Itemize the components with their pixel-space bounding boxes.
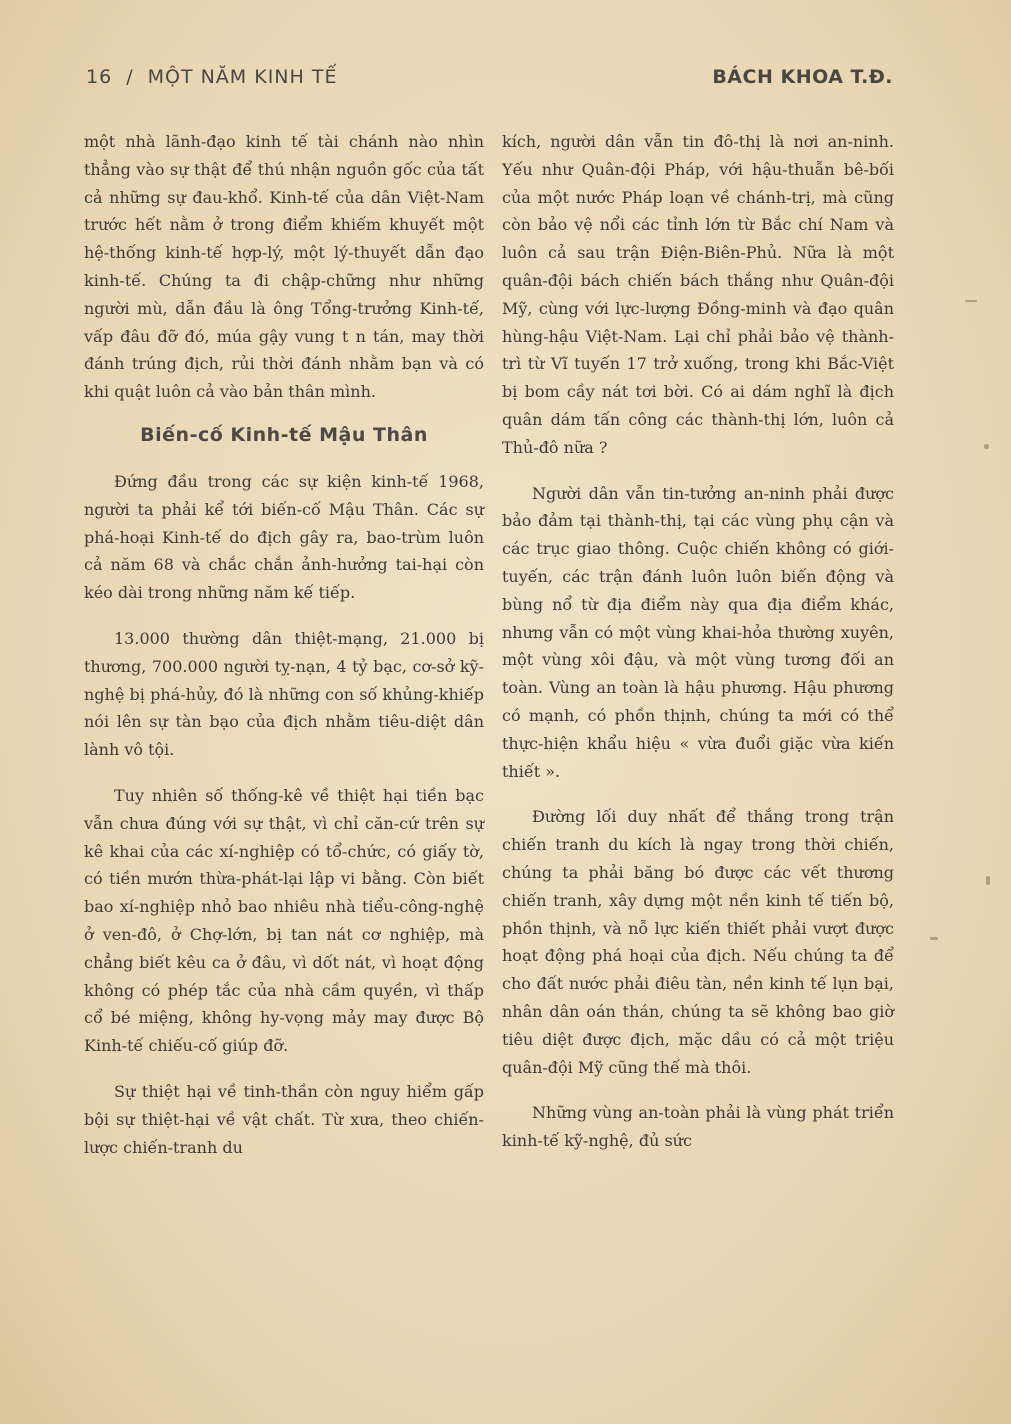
left-paragraph-5: Sự thiệt hại về tinh-thần còn nguy hiểm gấp bội sự thiệt-hại về vật chất. Từ xưa, theo chiến-lược chiến-tranh du [84, 1081, 484, 1157]
left-paragraph-4: Tuy nhiên số thống-kê về thiệt hại tiền bạc vẫn chưa đúng với sự thật, vì chỉ căn-cứ trên sự kê khai của các xí-nghiệp có tổ-chức, có giấy tờ, có tiền mướn thừa-phát-lại lập vi bằng. Còn biết bao xí-nghiệp nhỏ bao nhiêu nhà tiểu-công-nghệ ở ven-đô, ở Chợ-lớn, bị tan nát cơ nghiệp, mà chẳng biết kêu ca ở đâu, vì dốt nát, vì hoạt động không có phép tắc của nhà cầm quyền, vì thấp cổ bé miệng, không hy-vọng mảy may được Bộ Kinh-tế chiếu-cố giúp đỡ. [84, 785, 484, 1056]
paper-speck [965, 300, 977, 302]
page-number: 16 [86, 66, 113, 88]
paper-speck [930, 937, 938, 940]
paper-speck [984, 444, 989, 449]
running-header [86, 66, 893, 100]
section-heading: Biến-cố Kinh-tế Mậu Thân [140, 423, 428, 446]
section-title: MỘT NĂM KINH TẾ [147, 66, 338, 88]
left-column [84, 128, 484, 1179]
paper-speck [986, 876, 990, 885]
left-paragraph-3: 13.000 thường dân thiệt-mạng, 21.000 bị thương, 700.000 người tỵ-nạn, 4 tỷ bạc, cơ-sở kỹ-nghệ bị phá-hủy, đó là những con số khủng-khiếp nói lên sự tàn bạo của địch nhằm tiêu-diệt dân lành vô tội. [84, 628, 484, 760]
left-paragraph-1: một nhà lãnh-đạo kinh tế tài chánh nào nhìn thẳng vào sự thật để thú nhận nguồn gốc của tất cả những sự đau-khổ. Kinh-tế của dân Việt-Nam trước hết nằm ở trong điểm khiếm khuyết một hệ-thống kinh-tế hợp-lý, một lý-thuyết dẫn đạo kinh-tế. Chúng ta đi chập-chững như những người mù, dẫn đầu là ông Tổng-trưởng Kinh-tế, vấp đâu đỡ đó, múa gậy vung t n tán, may thời đánh trúng địch, rủi thời đánh nhằm bạn và có khi quật luôn cả vào bản thân mình. [84, 132, 484, 402]
publication-name: BÁCH KHOA T.Đ. [712, 66, 893, 88]
header-left [86, 66, 337, 88]
right-paragraph-2: Người dân vẫn tin-tưởng an-ninh phải được bảo đảm tại thành-thị, tại các vùng phụ cận và các trục giao thông. Cuộc chiến không có giới-tuyến, các trận đánh luôn luôn biến động và bùng nổ từ địa điểm này qua địa điểm khác, nhưng vẫn có một vùng khai-hỏa thường xuyên, một vùng xôi đậu, và một vùng tương đối an toàn. Vùng an toàn là hậu phương. Hậu phương có mạnh, có phồn thịnh, chúng ta mới có thể thực-hiện khẩu hiệu « vừa đuổi giặc vừa kiến thiết ». [502, 483, 894, 781]
right-paragraph-4: Những vùng an-toàn phải là vùng phát triển kinh-tế kỹ-nghệ, đủ sức [502, 1103, 894, 1151]
left-paragraph-2: Đứng đầu trong các sự kiện kinh-tế 1968, người ta phải kể tới biến-cố Mậu Thân. Các sự phá-hoại Kinh-tế do địch gây ra, bao-trùm luôn cả năm 68 và chắc chắn ảnh-hưởng tai-hại còn kéo dài trong những năm kế tiếp. [84, 471, 484, 603]
right-column [502, 128, 894, 1173]
right-paragraph-1: kích, người dân vẫn tin đô-thị là nơi an-ninh. Yếu như Quân-đội Pháp, với hậu-thuẫn bê-bối của một nước Pháp loạn về chánh-trị, mà cũng còn bảo vệ nổi các tỉnh lớn từ Bắc chí Nam và luôn cả sau trận Điện-Biên-Phủ. Nữa là một quân-đội bách chiến bách thắng như Quân-đội Mỹ, cùng với lực-lượng Đồng-minh và đạo quân hùng-hậu Việt-Nam. Lại chỉ phải bảo vệ thành-trì từ Vĩ tuyến 17 trở xuống, trong khi Bắc-Việt bị bom cầy nát tơi bời. Có ai dám nghĩ là địch quân dám tấn công các thành-thị lớn, luôn cả Thủ-đô nữa ? [502, 132, 894, 457]
right-paragraph-3: Đường lối duy nhất để thắng trong trận chiến tranh du kích là ngay trong thời chiến, chúng ta phải băng bó được các vết thương chiến tranh, xây dựng một nền kinh tế tiến bộ, phồn thịnh, và nỗ lực kiến thiết phải vượt được hoạt động phá hoại của địch. Nếu chúng ta để cho đất nước phải điêu tàn, nền kinh tế lụn bại, nhân dân oán thán, chúng ta sẽ không bao giờ tiêu diệt được địch, mặc dầu có cả một triệu quân-đội Mỹ cũng thế mà thôi. [502, 807, 894, 1077]
header-separator: / [126, 66, 134, 88]
